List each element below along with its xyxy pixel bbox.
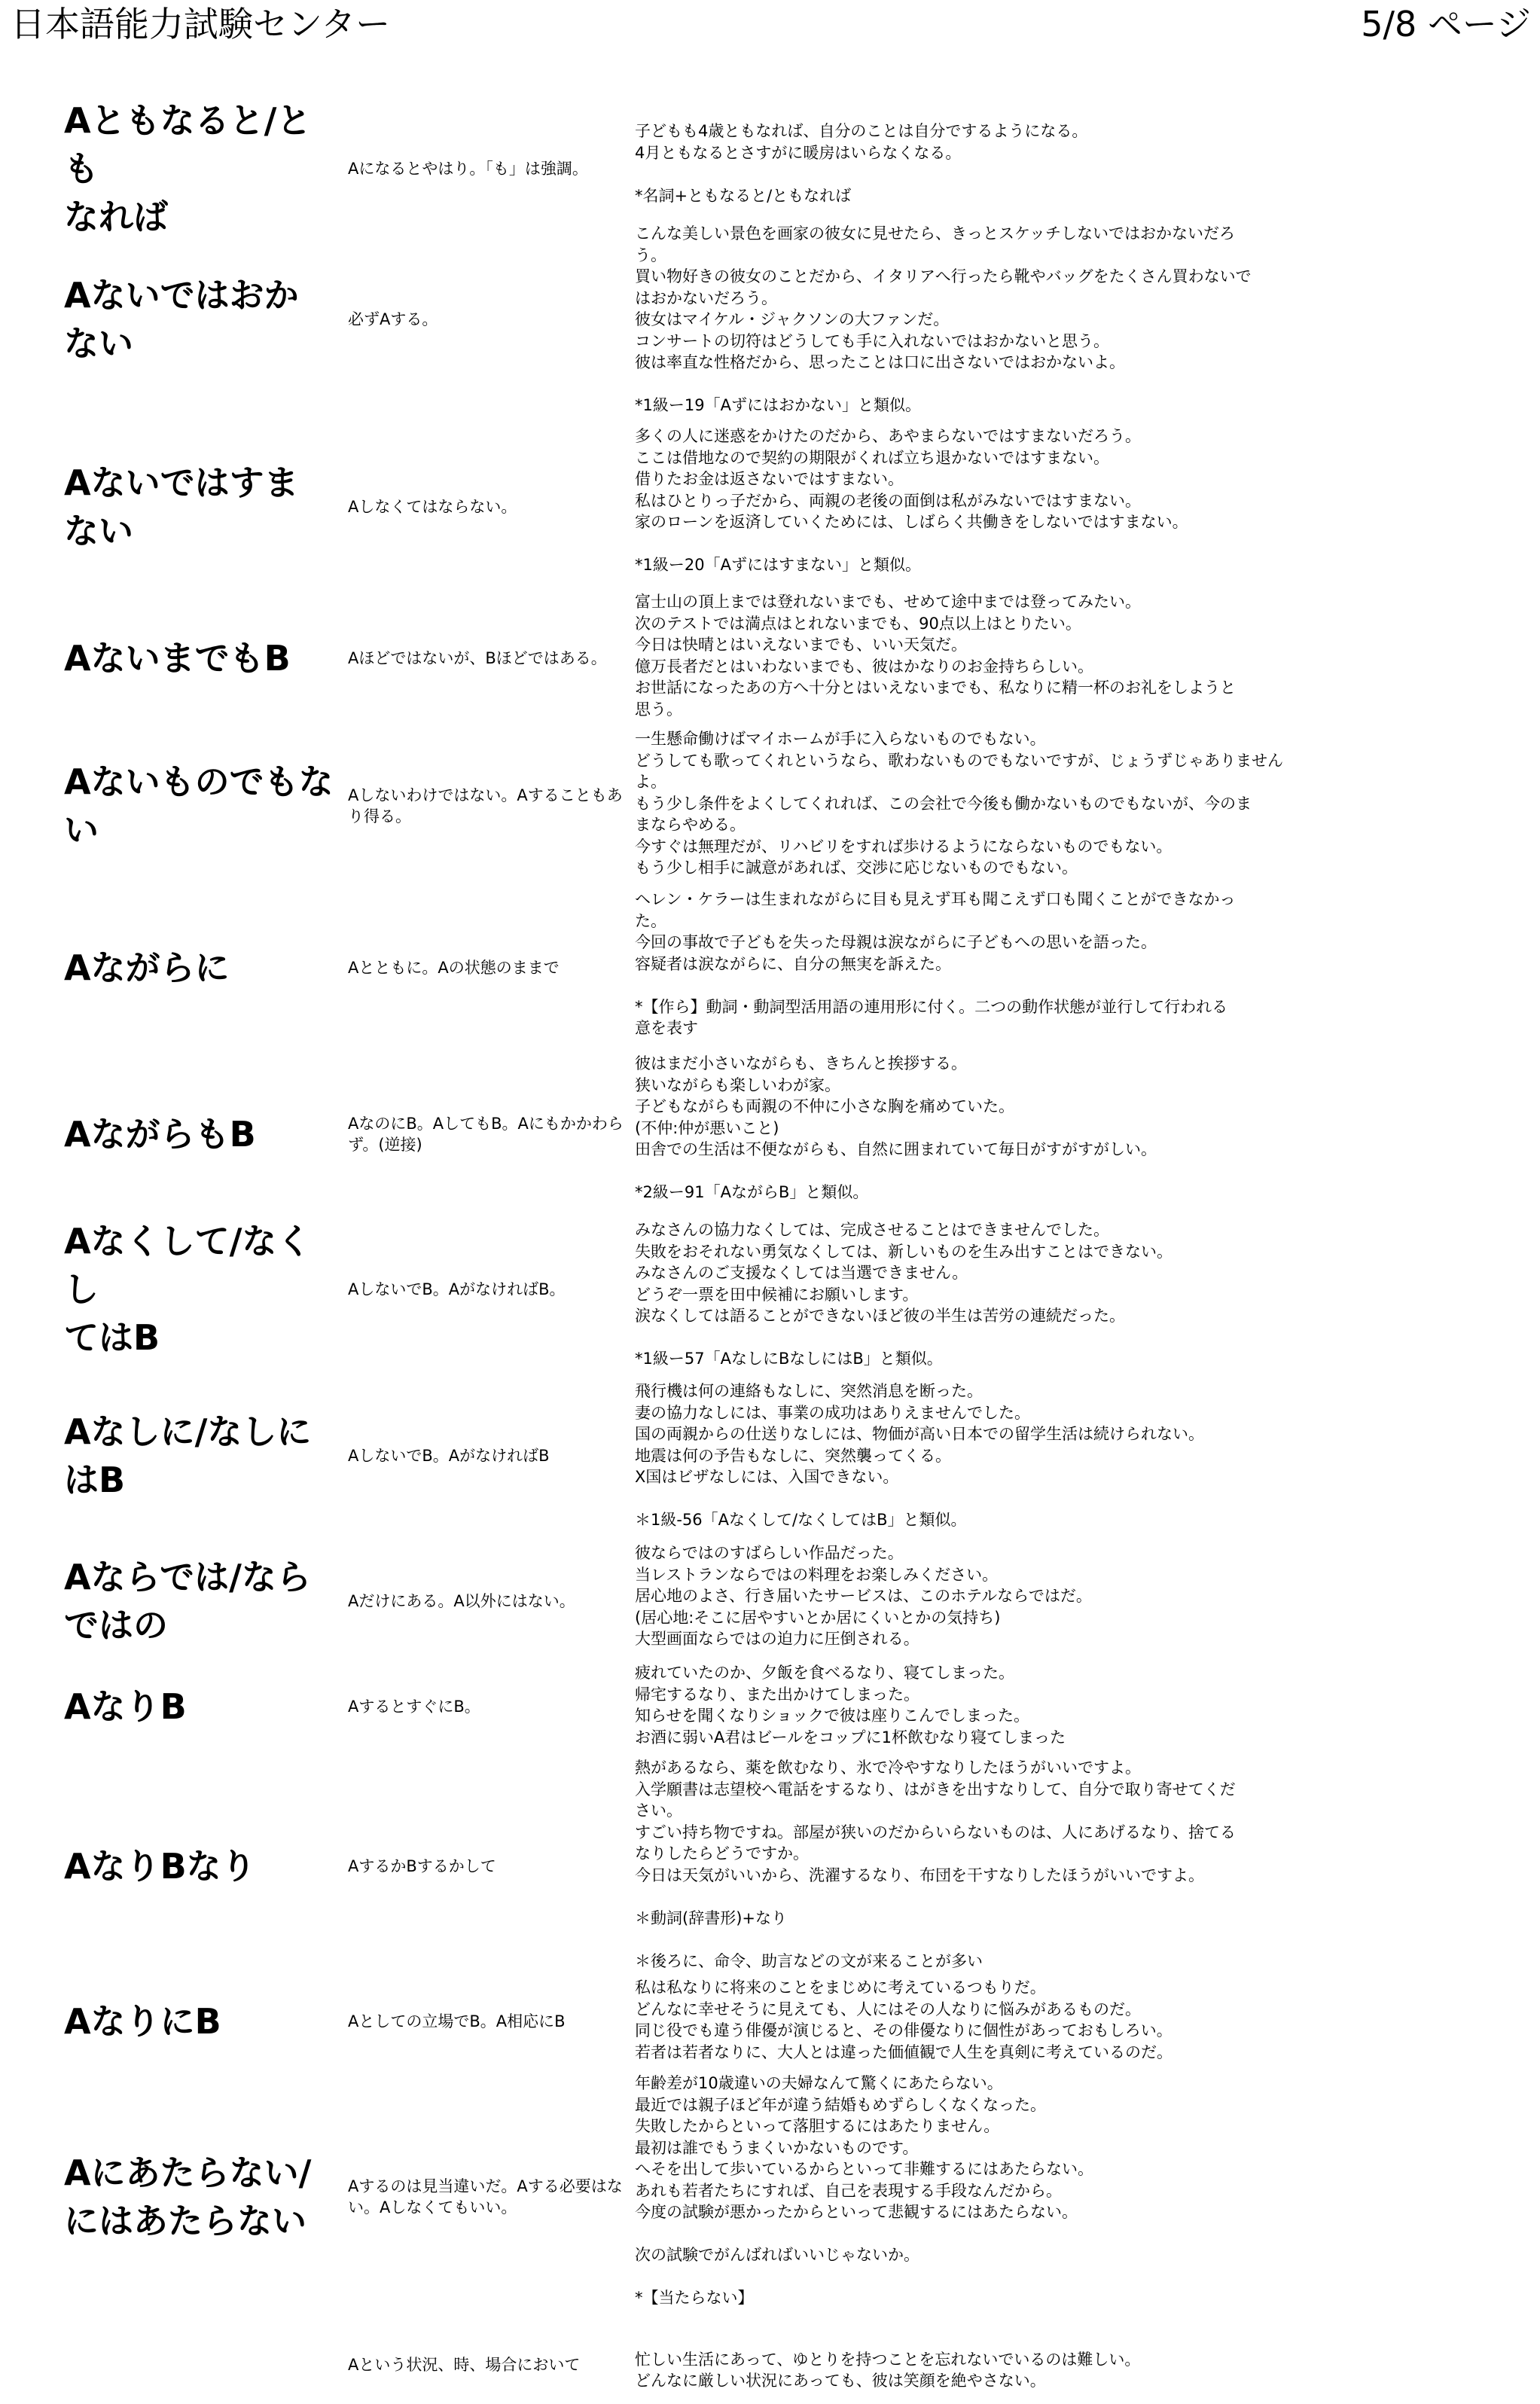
example-sentence: 私はひとりっ子だから、両親の老後の面倒は私がみないではすまない。 xyxy=(635,491,1141,510)
grammar-meaning: AするとすぐにB。 xyxy=(348,1698,480,1716)
example-sentence: みなさんのご支援なくしては当選できません。 xyxy=(635,1264,968,1282)
example-sentence: 子どもも4歳ともなれば、自分のことは自分でするようになる。 xyxy=(635,122,1088,140)
grammar-term: AながらもB xyxy=(64,1113,256,1155)
example-sentence: *1級ー20「Aずにはすまない」と類似。 xyxy=(635,556,921,574)
example-sentence: *1級ー57「AなしにBなしにはB」と類似。 xyxy=(635,1350,943,1368)
grammar-term: Aながらに xyxy=(64,947,230,988)
grammar-meaning: Aとしての立場でB。A相応にB xyxy=(348,2012,566,2030)
example-sentence: 最近では親子ほど年が違う結婚もめずらしくなくなった。 xyxy=(635,2095,1046,2114)
grammar-entry xyxy=(0,728,1540,883)
grammar-term: Aなしに/なしに はB xyxy=(64,1411,312,1500)
example-spacer xyxy=(635,1327,1388,1349)
grammar-meaning: Aになるとやはり。「も」は強調。 xyxy=(348,160,588,178)
grammar-entry xyxy=(0,1662,1540,1751)
example-sentences xyxy=(635,426,1388,576)
example-sentence: コンサートの切符はどうしても手に入れないではおかないと思う。 xyxy=(635,331,1109,350)
example-sentences xyxy=(635,1542,1388,1650)
grammar-meaning: Aしないわけではない。Aすることもあり得る。 xyxy=(348,786,623,825)
example-spacer xyxy=(635,2266,1388,2288)
grammar-meaning: AするかBするかして xyxy=(348,1857,496,1875)
grammar-meaning: Aだけにある。A以外にはない。 xyxy=(348,1591,575,1610)
example-sentence: ＊動詞(辞書形)+なり xyxy=(635,1908,787,1927)
example-sentence: ヘレン・ケラーは生まれながらに目も見えず耳も聞こえず口も聞くことができなかっ xyxy=(635,890,1236,908)
grammar-entry xyxy=(0,889,1540,1047)
example-sentences xyxy=(635,889,1388,1039)
example-sentence: 失敗をおそれない勇気なくしては、新しいものを生み出すことはできない。 xyxy=(635,1242,1173,1261)
example-sentence: 最初は誰でもうまくいかないものです。 xyxy=(635,2138,919,2157)
example-sentence: 家のローンを返済していくためには、しばらく共働きをしないではすまない。 xyxy=(635,513,1188,531)
example-sentence: 狭いながらも楽しいわが家。 xyxy=(635,1075,840,1094)
example-spacer xyxy=(635,533,1388,555)
example-sentence: た。 xyxy=(635,911,666,930)
example-sentence: 一生懸命働けばマイホームが手に入らないものでもない。 xyxy=(635,730,1046,748)
example-sentence: 国の両親からの仕送りなしには、物価が高い日本での留学生活は続けられない。 xyxy=(635,1425,1204,1443)
example-sentence: なりしたらどうですか。 xyxy=(635,1844,809,1862)
grammar-term: Aないではすま ない xyxy=(64,462,299,551)
example-sentences xyxy=(635,121,1388,206)
page-number: 5/8 ページ xyxy=(1361,4,1531,44)
example-sentence: 涙なくしては語ることができないほど彼の半生は苦労の連続だった。 xyxy=(635,1307,1125,1325)
grammar-meaning: Aするのは見当違いだ。Aする必要はない。Aしなくてもいい。 xyxy=(348,2177,623,2216)
example-sentence: まならやめる。 xyxy=(635,816,746,834)
example-sentence: はおかないだろう。 xyxy=(635,288,777,307)
example-sentence: 富士山の頂上までは登れないまでも、せめて途中までは登ってみたい。 xyxy=(635,593,1141,611)
grammar-entry xyxy=(0,1053,1540,1215)
example-sentence: へそを出して歩いているからといって非難するにはあたらない。 xyxy=(635,2160,1093,2178)
example-spacer xyxy=(635,163,1388,185)
grammar-term: Aならでは/なら ではの xyxy=(64,1556,311,1646)
example-sentence: (不仲:仲が悪いこと) xyxy=(635,1118,779,1137)
example-spacer xyxy=(635,2327,1388,2349)
example-sentences xyxy=(635,728,1388,879)
example-sentence: *1級ー19「Aずにはおかない」と類似。 xyxy=(635,396,921,414)
example-sentence: う。 xyxy=(635,246,666,264)
grammar-meaning: AしないでB。AがなければB xyxy=(348,1446,550,1465)
grammar-term: Aともなると/とも なれば xyxy=(64,100,312,237)
example-sentence: こんな美しい景色を画家の彼女に見せたら、きっとスケッチしないではおかないだろ xyxy=(635,224,1235,243)
example-sentences xyxy=(635,1380,1388,1531)
example-sentence: もう少し条件をよくしてくれれば、この会社で今後も働かないものでもないが、今のま xyxy=(635,794,1252,813)
example-sentence: ＊1級-56「Aなくして/なくしてはB」と類似。 xyxy=(635,1511,967,1529)
example-sentence: 今度の試験が悪かったからといって悲観するにはあたらない。 xyxy=(635,2203,1078,2221)
grammar-term: AなりB xyxy=(64,1686,187,1727)
example-sentence: 4月ともなるとさすがに暖房はいらなくなる。 xyxy=(635,143,962,162)
example-sentence: 億万長者だとはいわないまでも、彼はかなりのお金持ちらしい。 xyxy=(635,657,1093,676)
example-sentence: 同じ役でも違う俳優が演じると、その俳優なりに個性があっておもしろい。 xyxy=(635,2021,1173,2039)
example-sentences xyxy=(635,1662,1388,1748)
example-sentence: 今日は天気がいいから、洗濯するなり、布団を干すなりしたほうがいいですよ。 xyxy=(635,1866,1204,1884)
grammar-entry xyxy=(0,1380,1540,1530)
grammar-meaning: AなのにB。AしてもB。Aにもかかわらず。(逆接) xyxy=(348,1114,624,1154)
example-spacer xyxy=(635,1886,1388,1908)
example-sentences xyxy=(635,1053,1388,1204)
example-sentence: すごい持ち物ですね。部屋が狭いのだからいらないものは、人にあげるなり、捨てる xyxy=(635,1823,1236,1841)
example-sentence: さい。 xyxy=(635,1801,682,1820)
example-sentence: 意を表す xyxy=(635,1019,698,1037)
example-sentence: 妻の協力なしには、事業の成功はありえませんでした。 xyxy=(635,1403,1030,1422)
example-sentence: 入学願書は志望校へ電話をするなり、はがきを出すなりして、自分で取り寄せてくだ xyxy=(635,1780,1236,1798)
grammar-entry xyxy=(0,426,1540,587)
example-sentence: 彼ならではのすばらしい作品だった。 xyxy=(635,1544,904,1562)
example-sentence: 当レストランならではの料理をお楽しみください。 xyxy=(635,1565,999,1584)
example-sentence: お世話になったあの方へ十分とはいえないまでも、私なりに精一杯のお礼をしようと xyxy=(635,679,1236,697)
example-sentence: 買い物好きの彼女のことだから、イタリアへ行ったら靴やバッグをたくさん買わないで xyxy=(635,267,1252,285)
example-sentence: どんなに厳しい状況にあっても、彼は笑顔を絶やさない。 xyxy=(635,2372,1046,2390)
grammar-term: AなりにB xyxy=(64,2001,221,2042)
example-sentences xyxy=(635,2327,1388,2392)
example-spacer xyxy=(635,1161,1388,1182)
example-sentence: 多くの人に迷惑をかけたのだから、あやまらないではすまないだろう。 xyxy=(635,427,1141,445)
example-sentence: 疲れていたのか、夕飯を食べるなり、寝てしまった。 xyxy=(635,1664,1014,1682)
example-spacer xyxy=(635,1488,1388,1510)
example-sentence: 飛行機は何の連絡もなしに、突然消息を断った。 xyxy=(635,1382,983,1400)
example-sentence: 子どもながらも両親の不仲に小さな胸を痛めていた。 xyxy=(635,1097,1014,1115)
example-spacer xyxy=(635,374,1388,395)
example-sentence: 彼はまだ小さいながらも、きちんと挨拶する。 xyxy=(635,1054,967,1072)
example-sentence: 居心地のよさ、行き届いたサービスは、このホテルならではだ。 xyxy=(635,1587,1092,1605)
example-sentence: よ。 xyxy=(635,773,666,791)
example-sentences xyxy=(635,2073,1388,2309)
example-sentence: 彼女はマイケル・ジャクソンの大ファンだ。 xyxy=(635,310,950,328)
example-sentence: お酒に弱いA君はビールをコップに1杯飲むなり寝てしまった xyxy=(635,1728,1066,1747)
grammar-entry xyxy=(0,2327,1540,2402)
example-sentence: *名詞+ともなると/ともなれば xyxy=(635,186,852,205)
example-sentences xyxy=(635,1977,1388,2063)
example-sentence: 帰宅するなり、また出かけてしまった。 xyxy=(635,1685,919,1704)
example-sentence: (居心地:そこに居やすいとか居にくいとかの気持ち) xyxy=(635,1608,1001,1627)
example-sentence: 容疑者は涙ながらに、自分の無実を訴えた。 xyxy=(635,954,951,973)
example-sentence: 忙しい生活にあって、ゆとりを持つことを忘れないでいるのは難しい。 xyxy=(635,2350,1141,2369)
grammar-entry xyxy=(0,1977,1540,2066)
grammar-entry xyxy=(0,1757,1540,1975)
grammar-entry xyxy=(0,2073,1540,2321)
grammar-meaning: Aほどではないが、Bほどではある。 xyxy=(348,648,607,667)
example-sentence: 知らせを聞くなりショックで彼は座りこんでしまった。 xyxy=(635,1707,1029,1725)
grammar-term: Aにあたらない/ にはあたらない xyxy=(64,2152,312,2241)
example-sentence: どうしても歌ってくれというなら、歌わないものでもないですが、じょうずじゃありません xyxy=(635,751,1283,770)
example-sentence: 次の試験でがんばればいいじゃないか。 xyxy=(635,2246,919,2264)
example-sentence: 今すぐは無理だが、リハビリをすれば歩けるようにならないものでもない。 xyxy=(635,837,1173,856)
grammar-meaning: Aしなくてはならない。 xyxy=(348,497,517,516)
example-sentence: ＊後ろに、命令、助言などの文が来ることが多い xyxy=(635,1951,983,1970)
example-sentence: あれも若者たちにすれば、自己を表現する手段なんだから。 xyxy=(635,2181,1062,2200)
example-sentence: 年齢差が10歳違いの夫婦なんて驚くにあたらない。 xyxy=(635,2074,1003,2092)
example-sentence: 思う。 xyxy=(635,700,682,718)
example-sentence: 今日は快晴とはいえないまでも、いい天気だ。 xyxy=(635,636,967,654)
grammar-meaning: 必ずAする。 xyxy=(348,310,438,328)
grammar-term: Aなくして/なくし てはB xyxy=(64,1221,312,1358)
example-spacer xyxy=(635,2223,1388,2245)
example-sentence: *【当たらない】 xyxy=(635,2289,754,2307)
example-sentence: みなさんの協力なくしては、完成させることはできませんでした。 xyxy=(635,1221,1109,1239)
example-sentence: どんなに幸せそうに見えても、人にはその人なりに悩みがあるものだ。 xyxy=(635,2000,1141,2018)
example-sentence: *【作ら】動詞・動詞型活用語の連用形に付く。二つの動作状態が並行して行われる xyxy=(635,997,1228,1016)
example-sentence: 田舎での生活は不便ながらも、自然に囲まれていて毎日がすがすがしい。 xyxy=(635,1140,1157,1158)
example-spacer xyxy=(635,1929,1388,1951)
example-sentence: どうぞ一票を田中候補にお願いします。 xyxy=(635,1285,919,1304)
grammar-term: Aないではおか ない xyxy=(64,275,299,364)
example-sentence: 借りたお金は返さないではすまない。 xyxy=(635,470,904,488)
grammar-entry xyxy=(0,591,1540,725)
page-title: 日本語能力試験センター xyxy=(11,4,391,44)
example-spacer xyxy=(635,975,1388,996)
example-sentence: もう少し相手に誠意があれば、交渉に応じないものでもない。 xyxy=(635,859,1078,877)
grammar-term: AなりBなり xyxy=(64,1846,256,1887)
example-sentence: 地震は何の予告もなしに、突然襲ってくる。 xyxy=(635,1446,951,1465)
example-sentences xyxy=(635,1757,1388,1972)
grammar-entry xyxy=(0,223,1540,416)
example-sentence: 今回の事故で子どもを失った母親は涙ながらに子どもへの思いを語った。 xyxy=(635,933,1157,951)
example-sentence: 大型画面ならではの迫力に圧倒される。 xyxy=(635,1630,919,1648)
grammar-meaning: Aという状況、時、場合において xyxy=(348,2356,581,2374)
grammar-meaning: Aとともに。Aの状態のままで xyxy=(348,959,560,977)
example-sentence: 私は私なりに将来のことをまじめに考えているつもりだ。 xyxy=(635,1978,1046,1997)
example-sentence: 失敗したからといって落胆するにはあたりません。 xyxy=(635,2117,1000,2135)
example-sentence: 若者は若者なりに、大人とは違った価値観で人生を真剣に考えているのだ。 xyxy=(635,2042,1173,2061)
grammar-term: Aないものでもな い xyxy=(64,761,334,850)
grammar-entry xyxy=(0,1219,1540,1368)
example-sentences xyxy=(635,591,1388,720)
example-sentences xyxy=(635,1219,1388,1370)
example-sentence: 彼は率直な性格だから、思ったことは口に出さないではおかないよ。 xyxy=(635,353,1125,371)
example-sentence: 次のテストでは満点はとれないまでも、90点以上はとりたい。 xyxy=(635,614,1081,633)
example-sentence: 熱があるなら、薬を飲むなり、氷で冷やすなりしたほうがいいですよ。 xyxy=(635,1759,1141,1777)
example-sentence: ここは借地なので契約の期限がくれば立ち退かないではすまない。 xyxy=(635,448,1109,467)
grammar-meaning: AしないでB。AがなければB。 xyxy=(348,1280,566,1298)
grammar-term: AないまでもB xyxy=(64,637,291,679)
example-sentence: *2級ー91「AながらB」と類似。 xyxy=(635,1183,869,1201)
example-sentence: X国はビザなしには、入国できない。 xyxy=(635,1468,899,1486)
grammar-entry xyxy=(0,1542,1540,1659)
example-sentences xyxy=(635,223,1388,416)
